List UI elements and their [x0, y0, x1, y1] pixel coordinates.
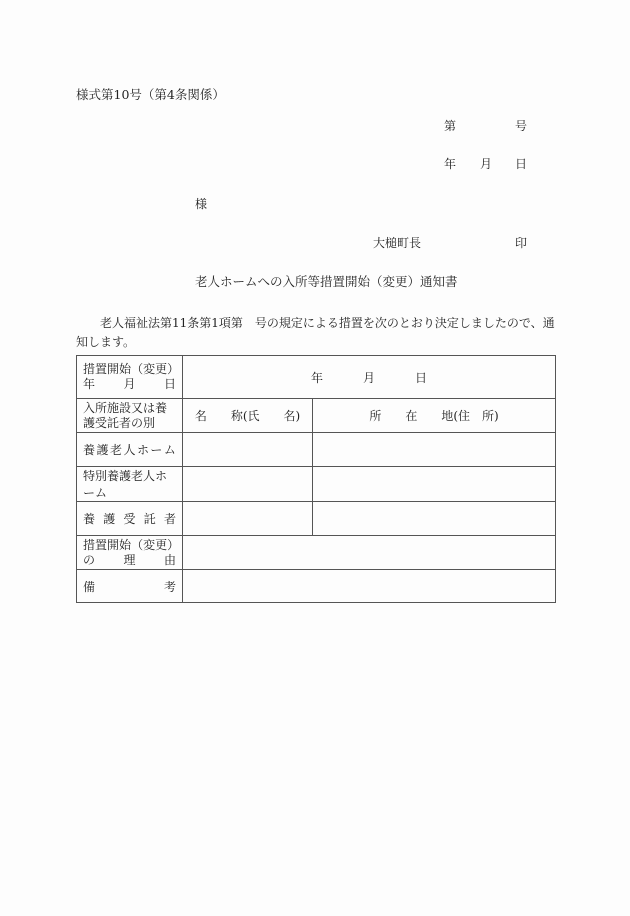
table-row-special-nursing-home [77, 467, 556, 502]
label-foster-caregiver: 養 護 受 託 者 [77, 502, 183, 536]
date-month: 月 [480, 157, 493, 171]
table-row-reason [77, 536, 556, 570]
date-year: 年 [444, 157, 457, 171]
special-nursing-home-address-field[interactable] [313, 467, 556, 502]
column-header-name: 名 称(氏 名) [183, 399, 313, 433]
doc-number-suffix: 号 [515, 119, 528, 133]
foster-caregiver-address-field[interactable] [313, 502, 556, 536]
nursing-home-address-field[interactable] [313, 433, 556, 467]
reason-field[interactable] [183, 536, 556, 570]
form-number: 様式第10号（第4条関係） [76, 87, 225, 102]
table-row-remarks [77, 570, 556, 603]
doc-number-prefix: 第 [444, 119, 457, 133]
label-remarks: 備 考 [77, 570, 183, 603]
label-start-date: 措 置 開 始 （ 変 更 ） 年 月 日 [77, 356, 183, 399]
table-row-nursing-home [77, 433, 556, 467]
label-facility-type: 入所施設又は養護受託者の別 [77, 399, 183, 433]
column-header-address: 所 在 地(住 所) [313, 399, 556, 433]
label-reason: 措 置 開 始 （ 変 更 ） の 理 由 [77, 536, 183, 570]
issuer-name: 大槌町長 [373, 236, 422, 250]
label-special-nursing-home: 特別養護老人ホーム [77, 467, 183, 502]
special-nursing-home-name-field[interactable] [183, 467, 313, 502]
table-row-header [77, 399, 556, 433]
remarks-field[interactable] [183, 570, 556, 603]
document-title: 老人ホームへの入所等措置開始（変更）通知書 [195, 274, 458, 289]
table-row-start-date [77, 356, 556, 399]
date-day: 日 [515, 157, 528, 171]
recipient-suffix: 様 [195, 197, 208, 211]
notice-table [76, 355, 556, 603]
seal-mark: 印 [515, 236, 528, 250]
label-nursing-home: 養 護 老 人 ホ ー ム [77, 433, 183, 467]
body-text: 老人福祉法第11条第1項第 号の規定による措置を次のとおり決定しましたので、通知します。 [76, 316, 555, 349]
table-row-foster-caregiver [77, 502, 556, 536]
start-date-field[interactable]: 年 月 日 [183, 356, 556, 399]
nursing-home-name-field[interactable] [183, 433, 313, 467]
foster-caregiver-name-field[interactable] [183, 502, 313, 536]
